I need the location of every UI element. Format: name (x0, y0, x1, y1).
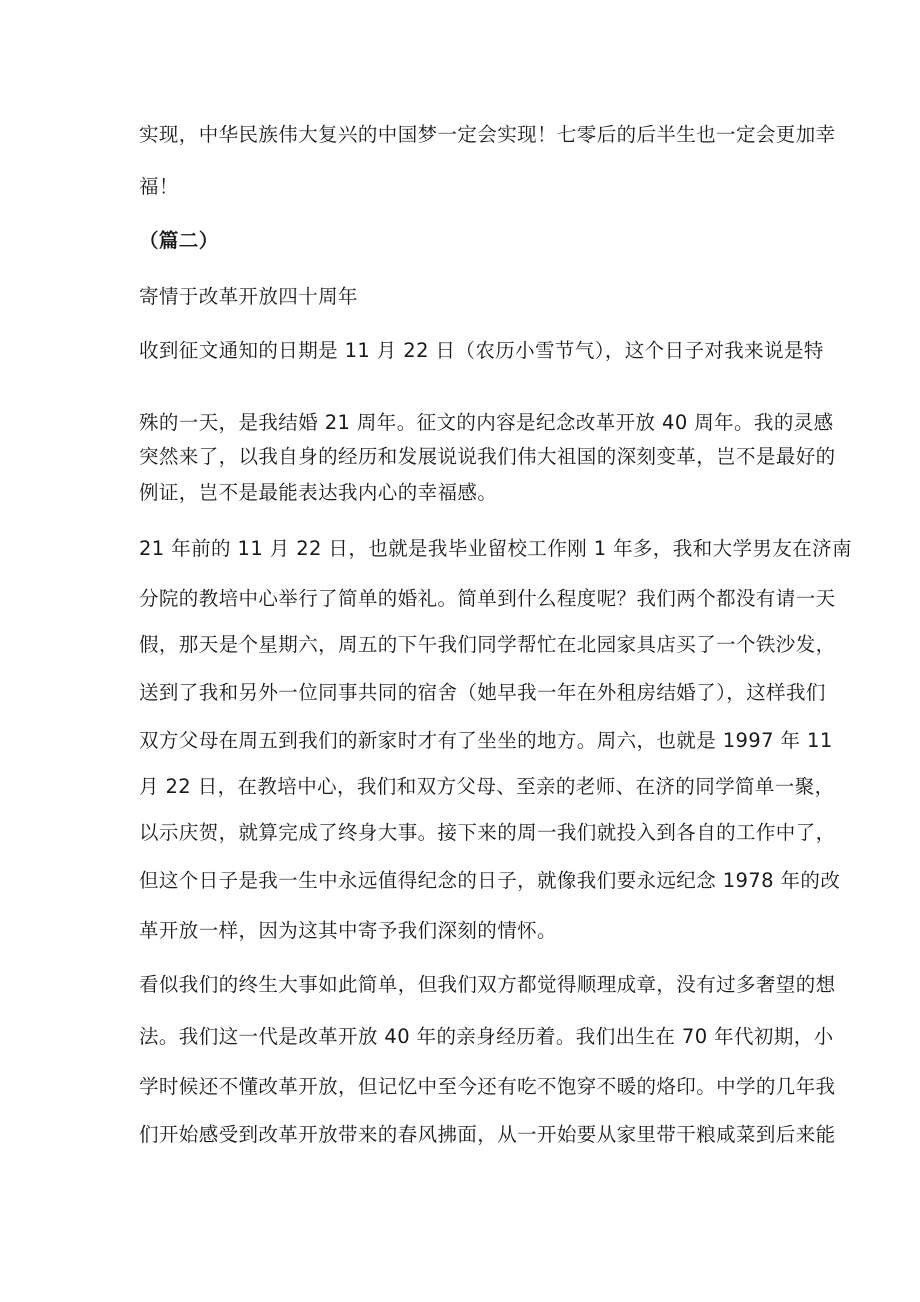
text-line: 以示庆贺，就算完成了终身大事。接下来的周一我们就投入到各自的工作中了， (139, 821, 836, 844)
text-line: 福！ (139, 175, 179, 198)
article-title: 寄情于改革开放四十周年 (139, 285, 358, 308)
text-line: 实现，中华民族伟大复兴的中国梦一定会实现！七零后的后半生也一定会更加幸 (139, 123, 836, 146)
text-line: 送到了我和另外一位同事共同的宿舍（她早我一年在外租房结婚了），这样我们 (139, 681, 826, 704)
text-line: 革开放一样，因为这其中寄予我们深刻的情怀。 (139, 919, 557, 942)
text-line: 例证，岂不是最能表达我内心的幸福感。 (139, 481, 498, 504)
text-line: 假，那天是个星期六，周五的下午我们同学帮忙在北园家具店买了一个铁沙发， (139, 633, 836, 656)
text-line: 突然来了，以我自身的经历和发展说说我们伟大祖国的深刻变革，岂不是最好的 (139, 445, 836, 468)
text-line: 21 年前的 11 月 22 日，也就是我毕业留校工作刚 1 年多，我和大学男友在济南 (139, 537, 852, 560)
section-heading: （篇二） (139, 229, 219, 252)
text-line: 但这个日子是我一生中永远值得纪念的日子，就像我们要永远纪念 1978 年的改 (139, 869, 841, 892)
text-line: 殊的一天，是我结婚 21 周年。征文的内容是纪念改革开放 40 周年。我的灵感 (139, 411, 834, 434)
text-line: 双方父母在周五到我们的新家时才有了坐坐的地方。周六，也就是 1997 年 11 (139, 729, 833, 752)
text-line: 分院的教培中心举行了简单的婚礼。简单到什么程度呢？我们两个都没有请一天 (139, 587, 836, 610)
text-line: 法。我们这一代是改革开放 40 年的亲身经历着。我们出生在 70 年代初期，小 (139, 1025, 834, 1048)
text-line: 收到征文通知的日期是 11 月 22 日（农历小雪节气），这个日子对我来说是特 (139, 339, 824, 362)
text-line: 学时候还不懂改革开放，但记忆中至今还有吃不饱穿不暖的烙印。中学的几年我 (139, 1075, 836, 1098)
text-line: 看似我们的终生大事如此简单，但我们双方都觉得顺理成章，没有过多奢望的想 (139, 973, 836, 996)
text-line: 月 22 日，在教培中心，我们和双方父母、至亲的老师、在济的同学简单一聚， (139, 775, 835, 798)
text-line: 们开始感受到改革开放带来的春风拂面，从一开始要从家里带干粮咸菜到后来能 (139, 1123, 836, 1146)
